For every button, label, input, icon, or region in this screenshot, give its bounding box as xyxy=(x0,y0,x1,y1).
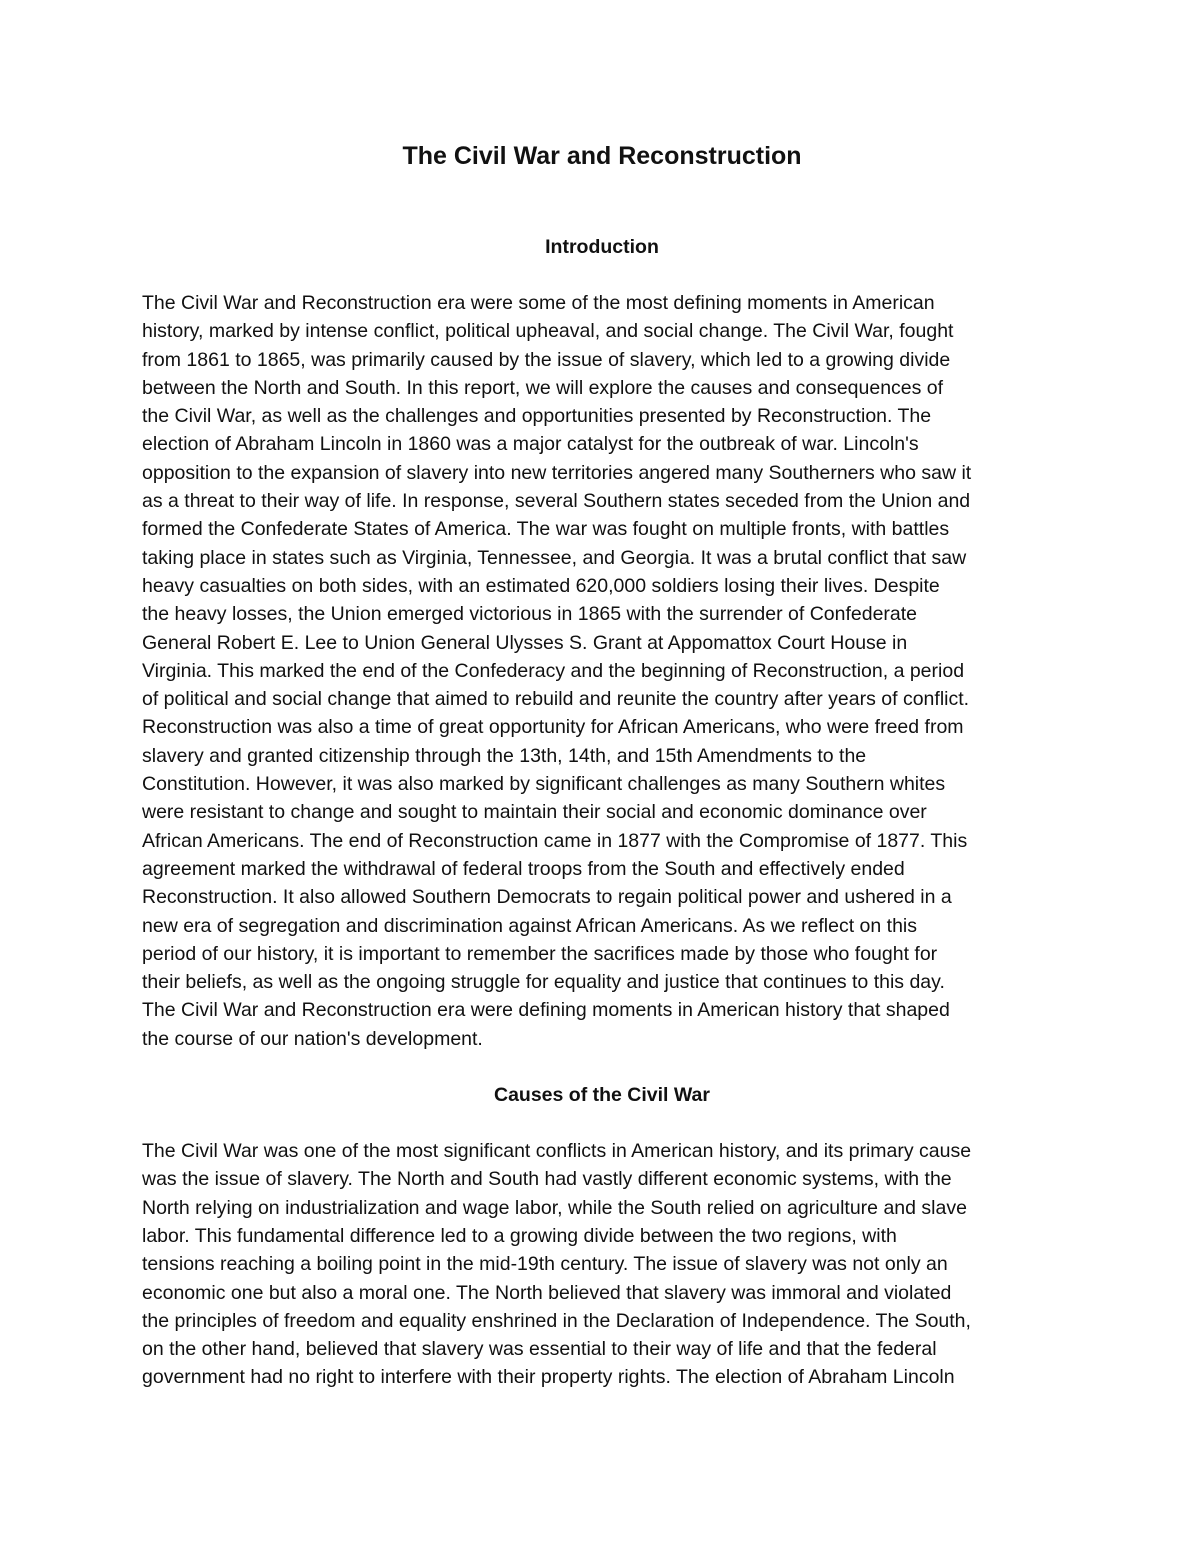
paragraph-line: taking place in states such as Virginia, Tennessee, and Georgia. It was a brutal conflict that saw xyxy=(142,546,967,569)
paragraph-line: on the other hand, believed that slavery was essential to their way of life and that the federal xyxy=(142,1338,937,1361)
paragraph-line: The Civil War was one of the most significant conflicts in American history, and its primary cause xyxy=(142,1140,972,1163)
paragraph-line: were resistant to change and sought to maintain their social and economic dominance over xyxy=(142,801,927,824)
paragraph-line: Reconstruction. It also allowed Southern Democrats to regain political power and ushered in a xyxy=(142,886,952,909)
paragraph-line: Reconstruction was also a time of great opportunity for African Americans, who were freed from xyxy=(142,716,964,739)
paragraph-line: General Robert E. Lee to Union General Ulysses S. Grant at Appomattox Court House in xyxy=(142,631,908,654)
causes-paragraph xyxy=(142,1137,1062,1392)
paragraph-line: the principles of freedom and equality enshrined in the Declaration of Independence. The South, xyxy=(142,1309,971,1332)
paragraph-line: was the issue of slavery. The North and South had vastly different economic systems, with the xyxy=(142,1168,952,1191)
paragraph-line: period of our history, it is important to remember the sacrifices made by those who fought for xyxy=(142,942,938,965)
paragraph-line: Constitution. However, it was also marked by significant challenges as many Southern whites xyxy=(142,773,946,796)
paragraph-line: agreement marked the withdrawal of federal troops from the South and effectively ended xyxy=(142,857,905,880)
paragraph-line: the course of our nation's development. xyxy=(142,1027,483,1050)
paragraph-line: history, marked by intense conflict, political upheaval, and social change. The Civil War, fought xyxy=(142,320,954,343)
paragraph-line: between the North and South. In this report, we will explore the causes and consequences of xyxy=(142,376,944,399)
paragraph-line: election of Abraham Lincoln in 1860 was a major catalyst for the outbreak of war. Lincoln's xyxy=(142,433,919,456)
paragraph-line: of political and social change that aimed to rebuild and reunite the country after years of conflict. xyxy=(142,688,970,711)
paragraph-line: opposition to the expansion of slavery into new territories angered many Southerners who saw it xyxy=(142,461,972,484)
paragraph-line: from 1861 to 1865, was primarily caused by the issue of slavery, which led to a growing divide xyxy=(142,348,951,371)
document-content xyxy=(142,138,1062,1392)
paragraph-line: African Americans. The end of Reconstruction came in 1877 with the Compromise of 1877. This xyxy=(142,829,968,852)
paragraph-line: the Civil War, as well as the challenges and opportunities presented by Reconstruction. The xyxy=(142,405,932,428)
paragraph-line: economic one but also a moral one. The North believed that slavery was immoral and violated xyxy=(142,1281,952,1304)
paragraph-line: Virginia. This marked the end of the Confederacy and the beginning of Reconstruction, a period xyxy=(142,659,965,682)
section-heading-causes: Causes of the Civil War xyxy=(494,1084,710,1107)
paragraph-line: The Civil War and Reconstruction era were some of the most defining moments in American xyxy=(142,292,935,314)
paragraph-line: the heavy losses, the Union emerged victorious in 1865 with the surrender of Confederate xyxy=(142,603,918,626)
paragraph-line: new era of segregation and discrimination against African Americans. As we reflect on this xyxy=(142,914,917,937)
paragraph-line: government had no right to interfere with their property rights. The election of Abraham Lincoln xyxy=(142,1366,955,1389)
paragraph-line: North relying on industrialization and wage labor, while the South relied on agriculture and slave xyxy=(142,1196,967,1219)
section-heading-introduction: Introduction xyxy=(545,236,659,258)
paragraph-line: their beliefs, as well as the ongoing struggle for equality and justice that continues to this day. xyxy=(142,971,945,994)
paragraph-line: tensions reaching a boiling point in the mid-19th century. The issue of slavery was not only an xyxy=(142,1253,948,1276)
document-title: The Civil War and Reconstruction xyxy=(402,142,802,170)
paragraph-line: slavery and granted citizenship through the 13th, 14th, and 15th Amendments to the xyxy=(142,744,867,767)
introduction-paragraph xyxy=(142,289,1062,1053)
paragraph-line: The Civil War and Reconstruction era were defining moments in American history that shaped xyxy=(142,999,950,1022)
paragraph-line: labor. This fundamental difference led to a growing divide between the two regions, with xyxy=(142,1224,897,1247)
paragraph-line: as a threat to their way of life. In response, several Southern states seceded from the Union and xyxy=(142,490,971,513)
paragraph-line: formed the Confederate States of America. The war was fought on multiple fronts, with battles xyxy=(142,518,950,541)
paragraph-line: heavy casualties on both sides, with an estimated 620,000 soldiers losing their lives. Despite xyxy=(142,574,940,597)
